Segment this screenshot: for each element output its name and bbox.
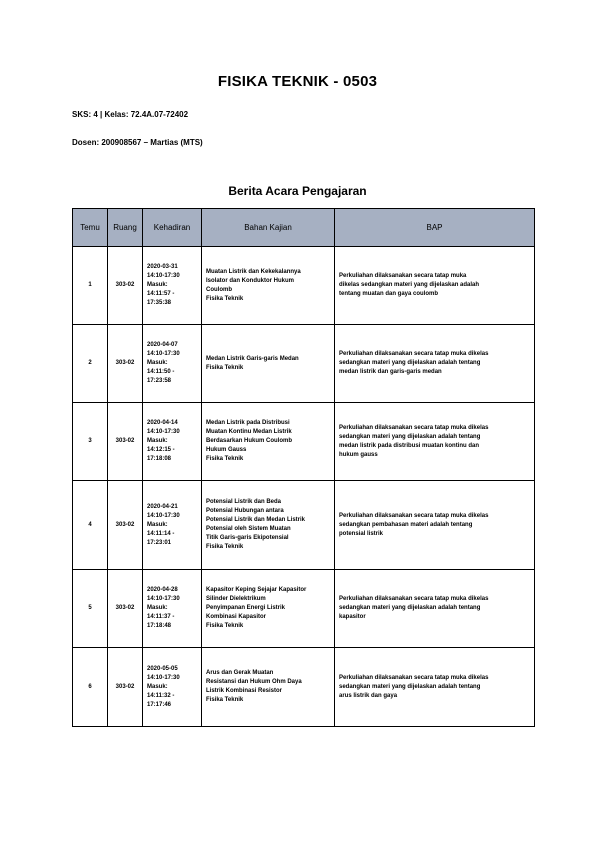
cell-kehadiran: 2020-05-05 14:10-17:30 Masuk: 14:11:32 - 17:17:46 [143,648,202,727]
table-row [73,403,535,481]
table-row [73,570,535,648]
cell-ruang: 303-02 [108,481,143,570]
table-header-row [73,209,535,247]
lecturer-info: Dosen: 200908567 – Martias (MTS) [72,138,203,147]
cell-ruang: 303-02 [108,648,143,727]
section-title: Berita Acara Pengajaran [228,184,367,198]
header-kehadiran: Kehadiran [143,209,202,247]
cell-bahan-kajian: Medan Listrik pada Distribusi Muatan Kontinu Medan Listrik Berdasarkan Hukum Coulomb Hukum Gauss Fisika Teknik [202,403,335,481]
cell-ruang: 303-02 [108,570,143,648]
cell-kehadiran: 2020-04-21 14:10-17:30 Masuk: 14:11:14 - 17:23:01 [143,481,202,570]
table-row [73,481,535,570]
cell-bahan-kajian: Arus dan Gerak Muatan Resistansi dan Hukum Ohm Daya Listrik Kombinasi Resistor Fisika Teknik [202,648,335,727]
cell-bahan-kajian: Potensial Listrik dan Beda Potensial Hubungan antara Potensial Listrik dan Medan Listrik Potensial oleh Sistem Muatan Titik Garis-garis Ekipotensial Fisika Teknik [202,481,335,570]
cell-temu: 6 [73,648,108,727]
table-row [73,325,535,403]
bap-table [72,208,535,727]
cell-ruang: 303-02 [108,325,143,403]
cell-bap: Perkuliahan dilaksanakan secara tatap muka dikelas sedangkan materi yang dijelaskan adalah tentang medan listrik dan garis-garis medan [335,325,535,403]
cell-kehadiran: 2020-04-07 14:10-17:30 Masuk: 14:11:50 - 17:23:58 [143,325,202,403]
cell-bap: Perkuliahan dilaksanakan secara tatap muka dikelas sedangkan materi yang dijelaskan adalah tentang kapasitor [335,570,535,648]
course-info: SKS: 4 | Kelas: 72.4A.07-72402 [72,110,189,119]
header-temu: Temu [73,209,108,247]
cell-temu: 5 [73,570,108,648]
cell-bap: Perkuliahan dilaksanakan secara tatap muka dikelas sedangkan materi yang dijelaskan adalah tentang medan listrik pada distribusi muatan kontinu dan hukum gauss [335,403,535,481]
header-bahan-kajian: Bahan Kajian [202,209,335,247]
cell-temu: 3 [73,403,108,481]
cell-temu: 1 [73,247,108,325]
cell-bap: Perkuliahan dilaksanakan secara tatap muka dikelas sedangkan materi yang dijelaskan adalah tentang arus listrik dan gaya [335,648,535,727]
cell-bahan-kajian: Kapasitor Keping Sejajar Kapasitor Silinder Dielektrikum Penyimpanan Energi Listrik Kombinasi Kapasitor Fisika Teknik [202,570,335,648]
cell-bahan-kajian: Muatan Listrik dan Kekekalannya Isolator dan Konduktor Hukum Coulomb Fisika Teknik [202,247,335,325]
cell-kehadiran: 2020-04-28 14:10-17:30 Masuk: 14:11:37 - 17:18:48 [143,570,202,648]
header-bap: BAP [335,209,535,247]
cell-temu: 2 [73,325,108,403]
cell-temu: 4 [73,481,108,570]
document-title: FISIKA TEKNIK - 0503 [217,73,378,90]
cell-bap: Perkuliahan dilaksanakan secara tatap muka dikelas sedangkan materi yang dijelaskan adalah tentang muatan dan gaya coulomb [335,247,535,325]
table-row [73,648,535,727]
cell-kehadiran: 2020-03-31 14:10-17:30 Masuk: 14:11:57 - 17:35:38 [143,247,202,325]
cell-kehadiran: 2020-04-14 14:10-17:30 Masuk: 14:12:15 - 17:18:08 [143,403,202,481]
cell-bahan-kajian: Medan Listrik Garis-garis Medan Fisika Teknik [202,325,335,403]
header-ruang: Ruang [108,209,143,247]
cell-ruang: 303-02 [108,403,143,481]
cell-bap: Perkuliahan dilaksanakan secara tatap muka dikelas sedangkan pembahasan materi adalah tentang potensial listrik [335,481,535,570]
cell-ruang: 303-02 [108,247,143,325]
table-row [73,247,535,325]
